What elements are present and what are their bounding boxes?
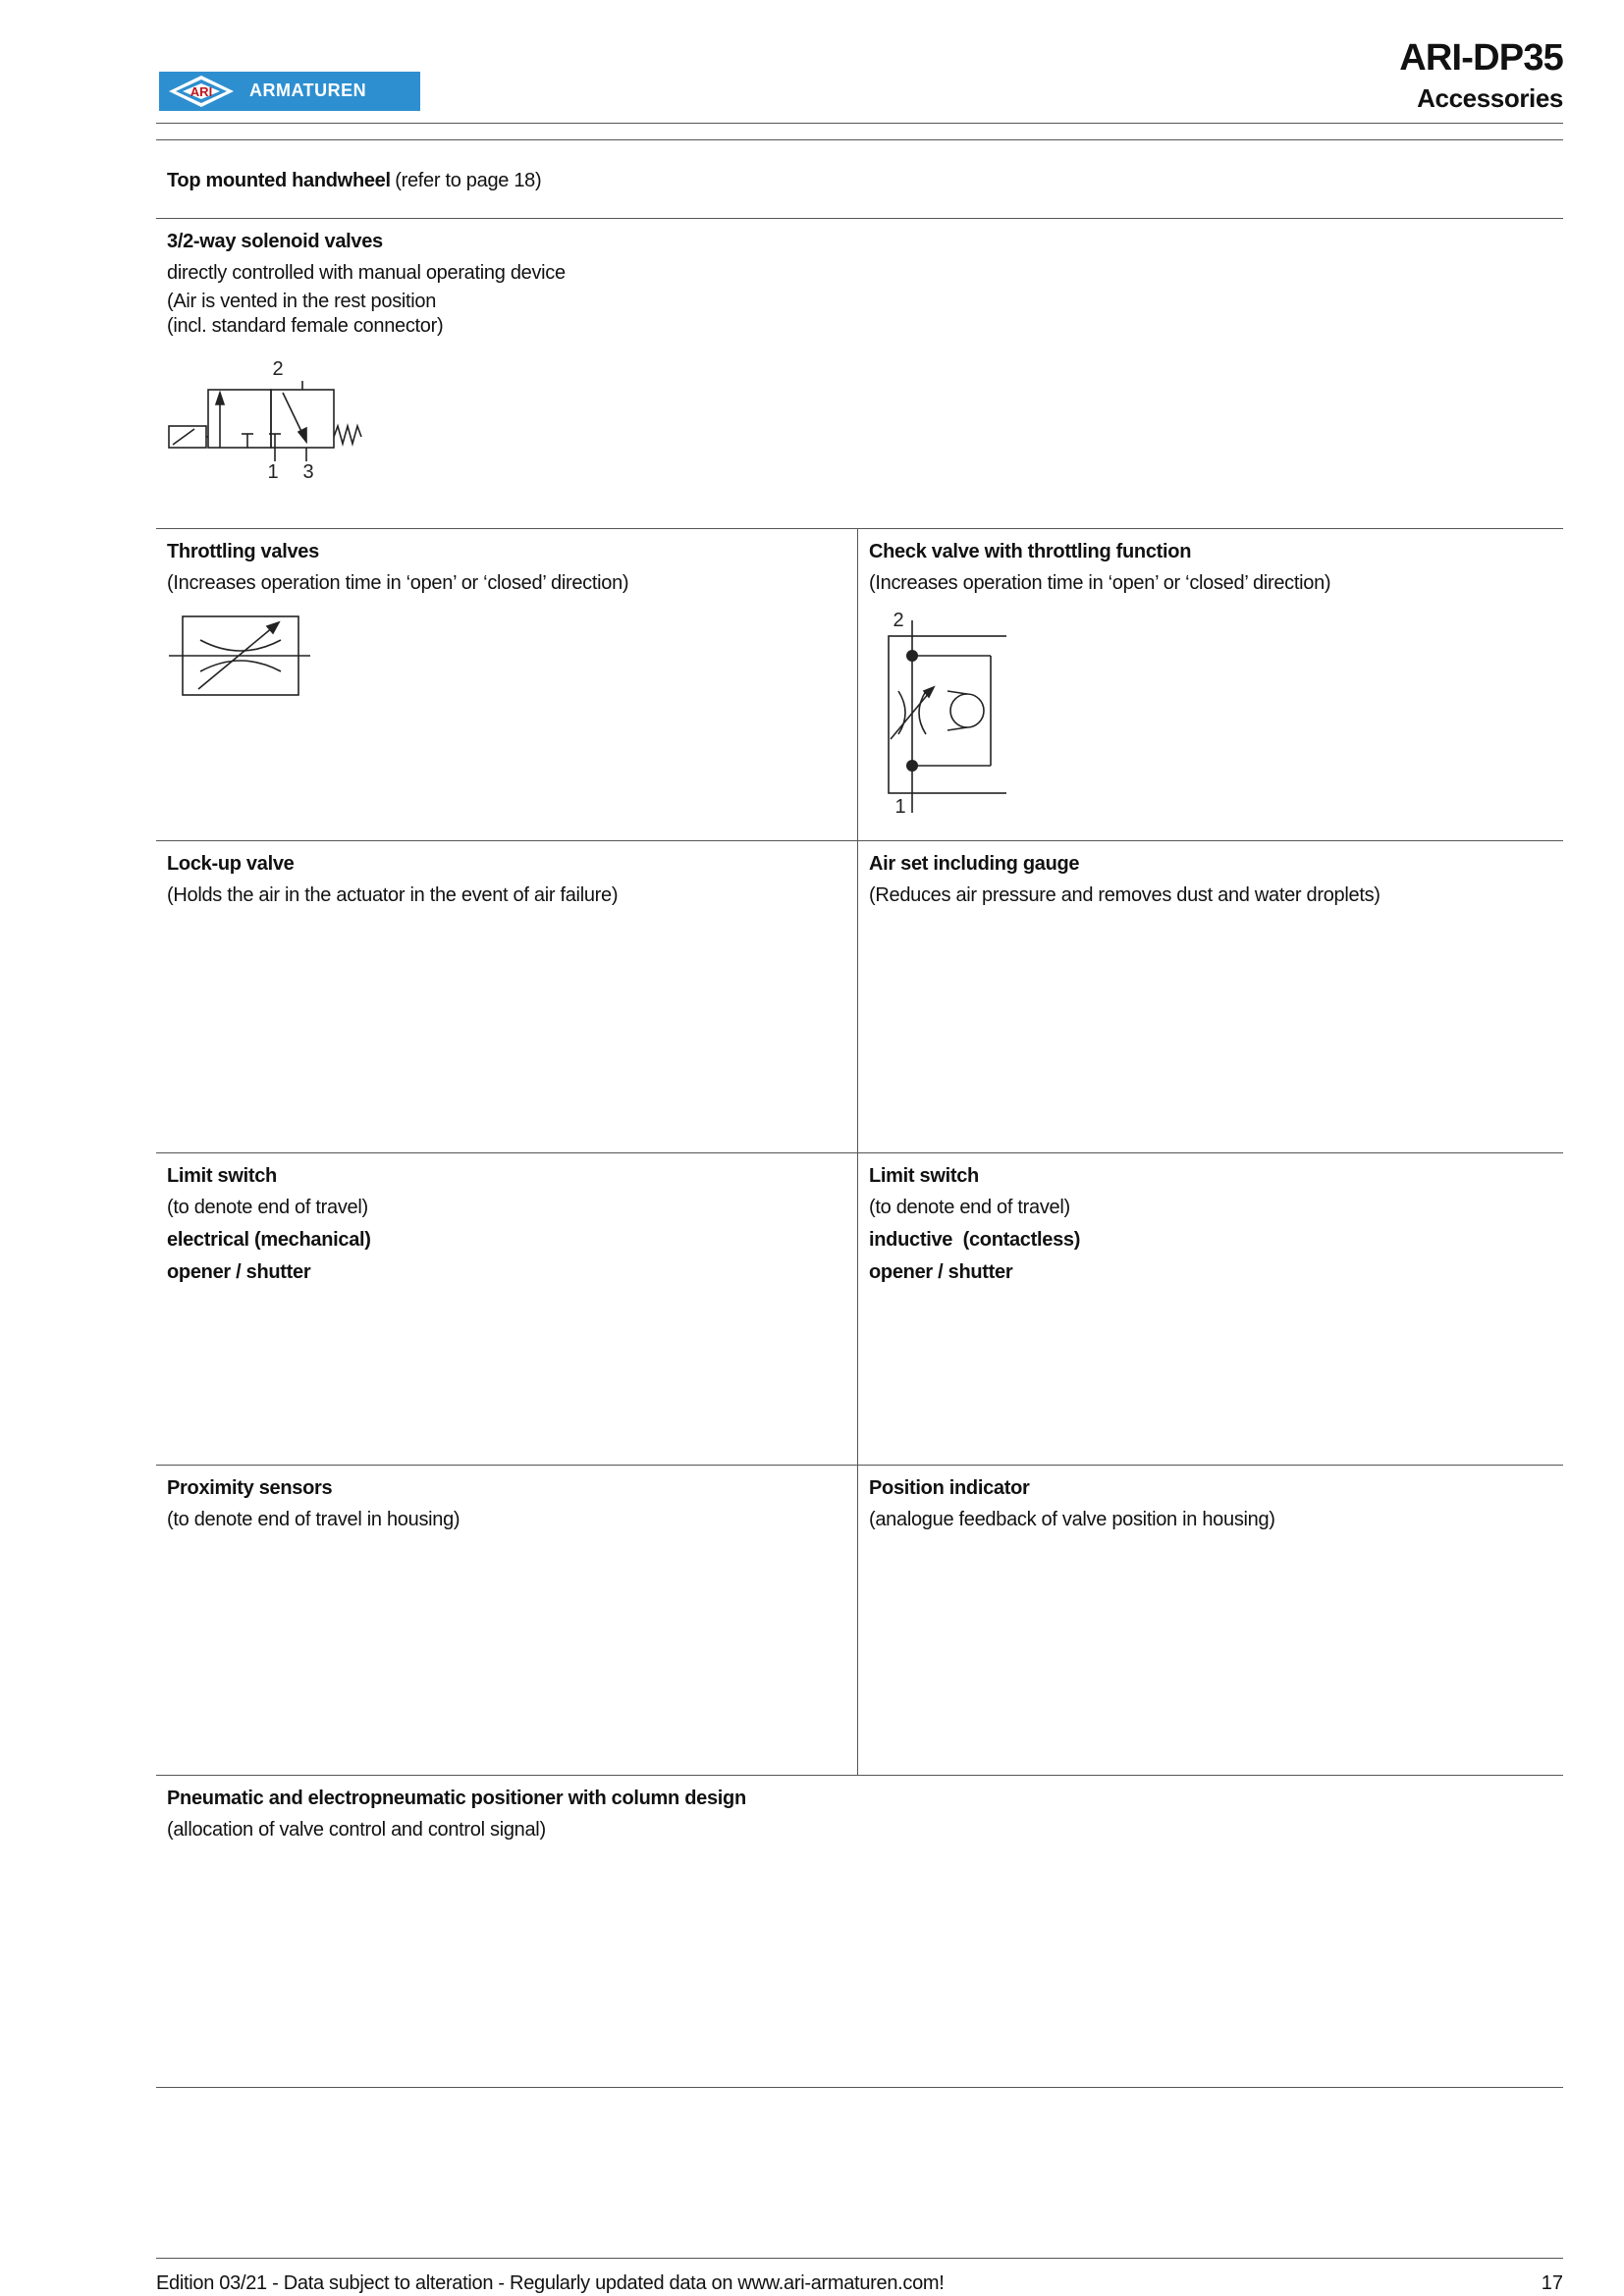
footer-divider [156, 2258, 1563, 2259]
check-valve-title: Check valve with throttling function [869, 541, 1192, 562]
airset-title: Air set including gauge [869, 853, 1080, 875]
lockup-title: Lock-up valve [167, 853, 295, 875]
proximity-title: Proximity sensors [167, 1477, 333, 1499]
product-title: ARI-DP35 [1399, 37, 1563, 79]
positioner-desc: (allocation of valve control and control signal) [167, 1819, 546, 1841]
row-divider [156, 528, 1563, 529]
solenoid-line-2: (Air is vented in the rest position [167, 291, 437, 312]
position-indicator-desc: (analogue feedback of valve position in housing) [869, 1509, 1275, 1530]
lockup-section [167, 848, 854, 912]
limit-electrical-desc: (to denote end of travel) [167, 1197, 368, 1218]
positioner-section [167, 1783, 1149, 1846]
handwheel-note: (refer to page 18) [395, 170, 542, 191]
svg-text:1: 1 [894, 796, 906, 818]
limit-inductive-section [869, 1160, 1556, 1289]
limit-inductive-title: Limit switch [869, 1165, 979, 1187]
svg-text:2: 2 [272, 358, 284, 380]
footer-text: Edition 03/21 - Data subject to alteration - Regularly updated data on www.ari-armaturen.com! [156, 2272, 945, 2294]
limit-electrical-mode: opener / shutter [167, 1261, 311, 1283]
page-number: 17 [1541, 2272, 1563, 2294]
section-title: Accessories [1417, 83, 1563, 113]
solenoid-valve-symbol-icon [165, 355, 371, 483]
header-divider-2 [156, 139, 1563, 140]
row-divider [156, 1152, 1563, 1153]
row-divider [156, 218, 1563, 219]
svg-text:2: 2 [893, 610, 904, 631]
throttling-valve-symbol-icon [165, 609, 312, 702]
company-logo [159, 72, 420, 111]
throttling-desc: (Increases operation time in ‘open’ or ‘closed’ direction) [167, 572, 629, 594]
logo-text: ARMATUREN [249, 80, 367, 100]
throttling-section [167, 536, 854, 600]
limit-inductive-type: inductive (contactless) [869, 1229, 1081, 1251]
header-divider [156, 123, 1563, 124]
positioner-title: Pneumatic and electropneumatic positioner with column design [167, 1788, 746, 1809]
solenoid-title: 3/2-way solenoid valves [167, 231, 383, 252]
check-valve-symbol-icon [869, 607, 1006, 821]
solenoid-line-1: directly controlled with manual operating device [167, 262, 566, 284]
svg-text:1: 1 [267, 461, 279, 483]
row-divider [156, 2087, 1563, 2088]
column-divider [857, 528, 858, 1775]
solenoid-section [167, 226, 854, 339]
limit-electrical-type: electrical (mechanical) [167, 1229, 371, 1251]
limit-electrical-section [167, 1160, 854, 1289]
proximity-section [167, 1472, 854, 1536]
throttling-title: Throttling valves [167, 541, 319, 562]
limit-electrical-title: Limit switch [167, 1165, 277, 1187]
handwheel-row [167, 169, 1149, 193]
limit-inductive-desc: (to denote end of travel) [869, 1197, 1070, 1218]
svg-text:3: 3 [302, 461, 314, 483]
row-divider [156, 1775, 1563, 1776]
position-indicator-title: Position indicator [869, 1477, 1030, 1499]
limit-inductive-mode: opener / shutter [869, 1261, 1013, 1283]
airset-desc: (Reduces air pressure and removes dust and water droplets) [869, 884, 1380, 906]
proximity-desc: (to denote end of travel in housing) [167, 1509, 460, 1530]
svg-text:ARI: ARI [189, 84, 213, 99]
handwheel-title: Top mounted handwheel [167, 170, 391, 191]
row-divider [156, 840, 1563, 841]
position-indicator-section [869, 1472, 1556, 1536]
ari-diamond-logo-icon [167, 74, 236, 109]
lockup-desc: (Holds the air in the actuator in the event of air failure) [167, 884, 619, 906]
row-divider [156, 1465, 1563, 1466]
solenoid-line-3: (incl. standard female connector) [167, 315, 444, 337]
check-valve-section [869, 536, 1556, 600]
airset-section [869, 848, 1556, 912]
check-valve-desc: (Increases operation time in ‘open’ or ‘closed’ direction) [869, 572, 1331, 594]
